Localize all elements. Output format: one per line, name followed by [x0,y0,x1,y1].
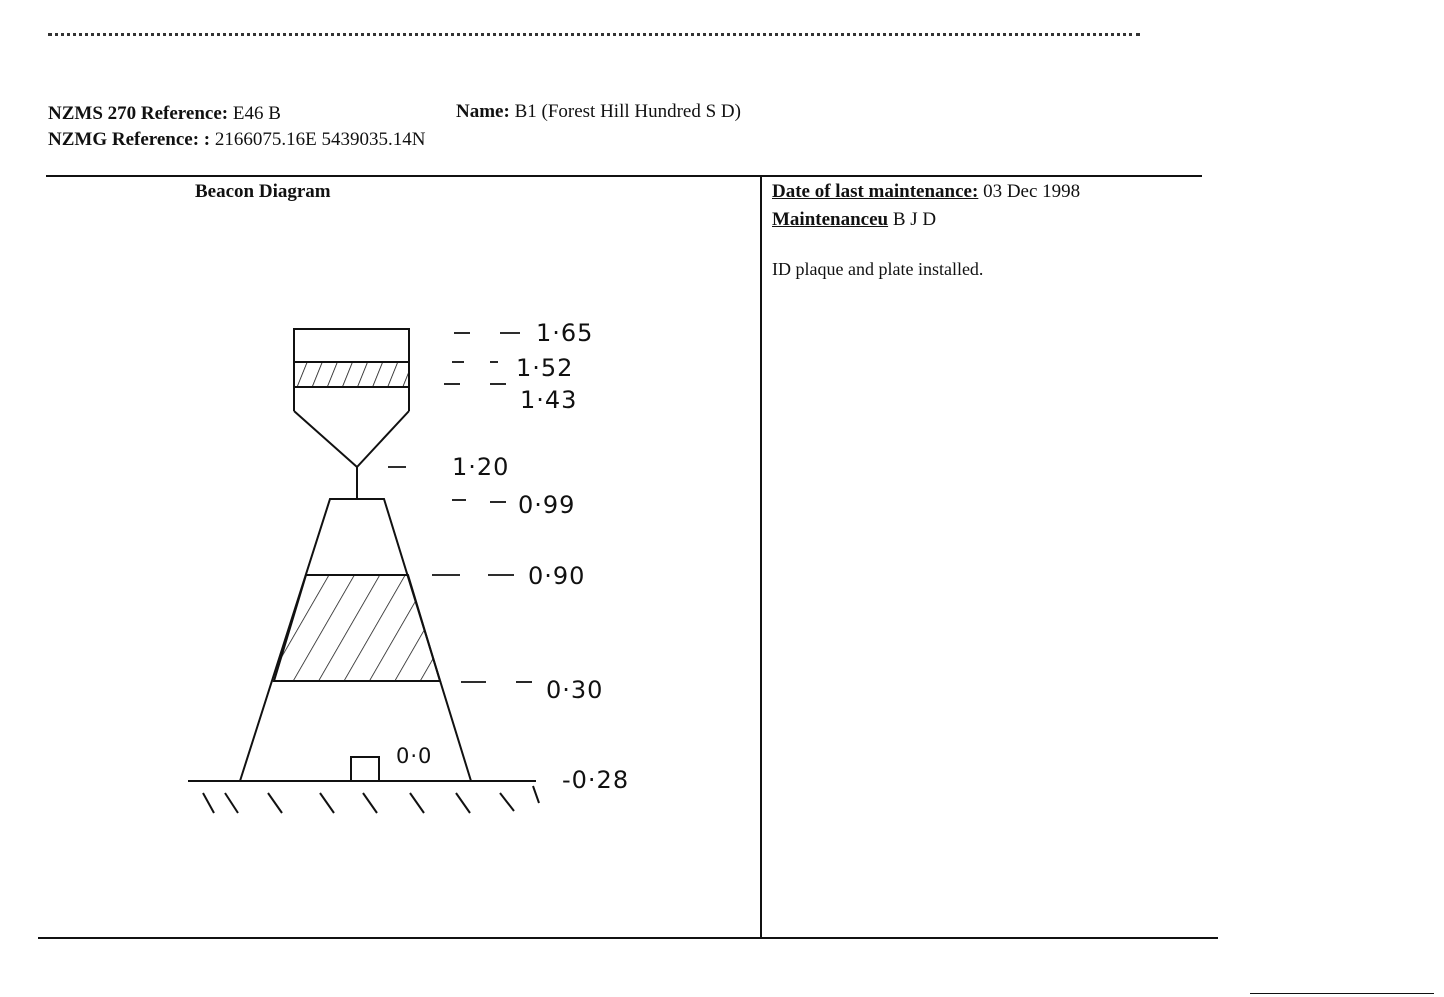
nzms-value: E46 B [232,103,281,124]
name-value: B1 (Forest Hill Hundred S D) [514,101,741,122]
nzmg-label: NZMG Reference: : [48,129,211,150]
height-minus-0-28: -0·28 [562,766,630,794]
date-value: 03 Dec 1998 [983,181,1081,202]
date-label: Date of last maintenance: [772,181,979,202]
height-0-0: 0·0 [396,744,433,768]
maintenance-note: ID plaque and plate installed. [772,259,984,279]
ground-mark [351,757,379,781]
ground-hatching [203,786,539,813]
name-label: Name: [456,101,510,122]
nzmg-value: 2166075.16E 5439035.14N [214,129,426,150]
nzms-label: NZMS 270 Reference: [48,103,229,124]
topmark-cone [294,411,409,467]
maintainer-value: B J D [892,209,937,230]
maintainer-label: Maintenanceu [772,209,889,230]
tower-band-hatched [274,575,440,681]
height-0-30: 0·30 [546,676,604,704]
height-0-90: 0·90 [528,562,586,590]
topmark-band-hatched [294,362,409,387]
beacon-diagram-title: Beacon Diagram [195,181,331,202]
height-0-99: 0·99 [518,491,576,519]
height-1-43: 1·43 [520,386,578,414]
height-1-65: 1·65 [536,319,594,347]
height-1-52: 1·52 [516,354,574,382]
height-1-20: 1·20 [452,453,510,481]
